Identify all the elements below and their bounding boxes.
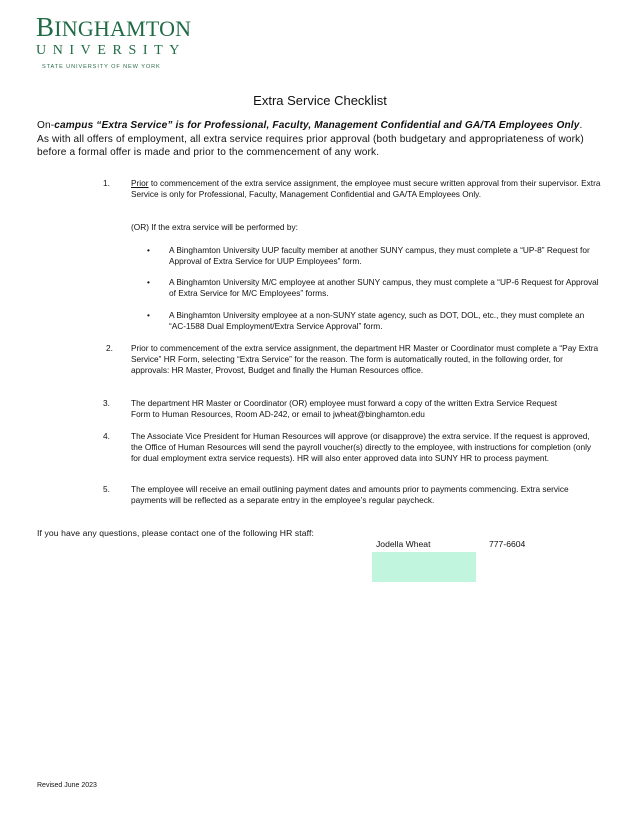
bullet-icon: • bbox=[147, 310, 150, 320]
page-title: Extra Service Checklist bbox=[253, 93, 387, 108]
bullet-text: A Binghamton University UUP faculty member at another SUNY campus, they must complete a “UP-8” Request for Approval of Extra Service for UUP Employees” form. bbox=[169, 245, 590, 266]
item-or-text: (OR) If the extra service will be performed by: bbox=[131, 222, 298, 232]
item-number: 3. bbox=[103, 398, 110, 408]
highlight-box bbox=[372, 552, 476, 582]
intro-body: As with all offers of employment, all extra service requires prior approval (both budgetary and appropriateness of work) before a formal offer is made and prior to the commencement of any work. bbox=[37, 133, 584, 159]
logo-wordmark: BINGHAMTON bbox=[36, 12, 192, 42]
item-text: The employee will receive an email outlining payment dates and amounts prior to payments commencing. Extra service payments will be reflected as a separate entry in the employee’s regular paycheck. bbox=[131, 484, 569, 505]
contact-phone: 777-6604 bbox=[489, 539, 526, 549]
university-logo bbox=[36, 12, 192, 70]
logo-subtitle: UNIVERSITY bbox=[36, 43, 186, 58]
intro-emphasis: campus “Extra Service” is for Professional, Faculty, Management Confidential and GA/TA Employees Only bbox=[54, 120, 580, 131]
item-number: 2. bbox=[106, 343, 113, 353]
contact-name: Jodella Wheat bbox=[376, 539, 431, 549]
item-text: Prior to commencement of the extra service assignment, the department HR Master or Coordinator must complete a “Pay Extra Service” HR Form, selecting “Extra Service” for the reason. The form is automatically routed, in the following order, for approvals: HR Master, Provost, Budget and finally the Human Resources office. bbox=[131, 343, 599, 375]
item-text: Prior to commencement of the extra service assignment, the employee must secure written approval from their supervisor. Extra Service is only for Professional, Faculty, Management Confidential and GA/TA Employees Only. bbox=[131, 178, 601, 199]
bullet-text: A Binghamton University employee at a non-SUNY state agency, such as DOT, DOL, etc., they must complete an “AC-1588 Dual Employment/Extra Service Approval” form. bbox=[169, 310, 585, 331]
contact-prompt: If you have any questions, please contact one of the following HR staff: bbox=[37, 528, 314, 538]
item-number: 5. bbox=[103, 484, 110, 494]
item-number: 4. bbox=[103, 431, 110, 441]
item-text: The department HR Master or Coordinator (OR) employee must forward a copy of the written Extra Service Request Form to Human Resources, Room AD-242, or email to jwheat@binghamton.edu bbox=[131, 398, 558, 419]
bullet-text: A Binghamton University M/C employee at another SUNY campus, they must complete a “UP-6 Request for Approval of Extra Service for M/C Employees” forms. bbox=[169, 277, 599, 298]
item-number: 1. bbox=[103, 178, 110, 188]
item-text: The Associate Vice President for Human Resources will approve (or disapprove) the extra service. If the request is approved, the Office of Human Resources will send the payroll voucher(s) directly to the employee, with instructions for completion (only for dual employment extra service requests). HR will also enter approved data into SUNY HR to process payment. bbox=[131, 431, 592, 463]
revised-date: Revised June 2023 bbox=[37, 782, 97, 789]
logo-tagline: STATE UNIVERSITY OF NEW YORK bbox=[42, 64, 161, 70]
intro-paragraph: On-campus “Extra Service” is for Professional, Faculty, Management Confidential and GA/TA Employees Only. As with all offers of employment, all extra service requires prior approval (both budgetary and appropriateness of work) before a formal offer is made and prior to the commencement of any work. bbox=[37, 119, 607, 160]
bullet-icon: • bbox=[147, 277, 150, 287]
bullet-icon: • bbox=[147, 245, 150, 255]
